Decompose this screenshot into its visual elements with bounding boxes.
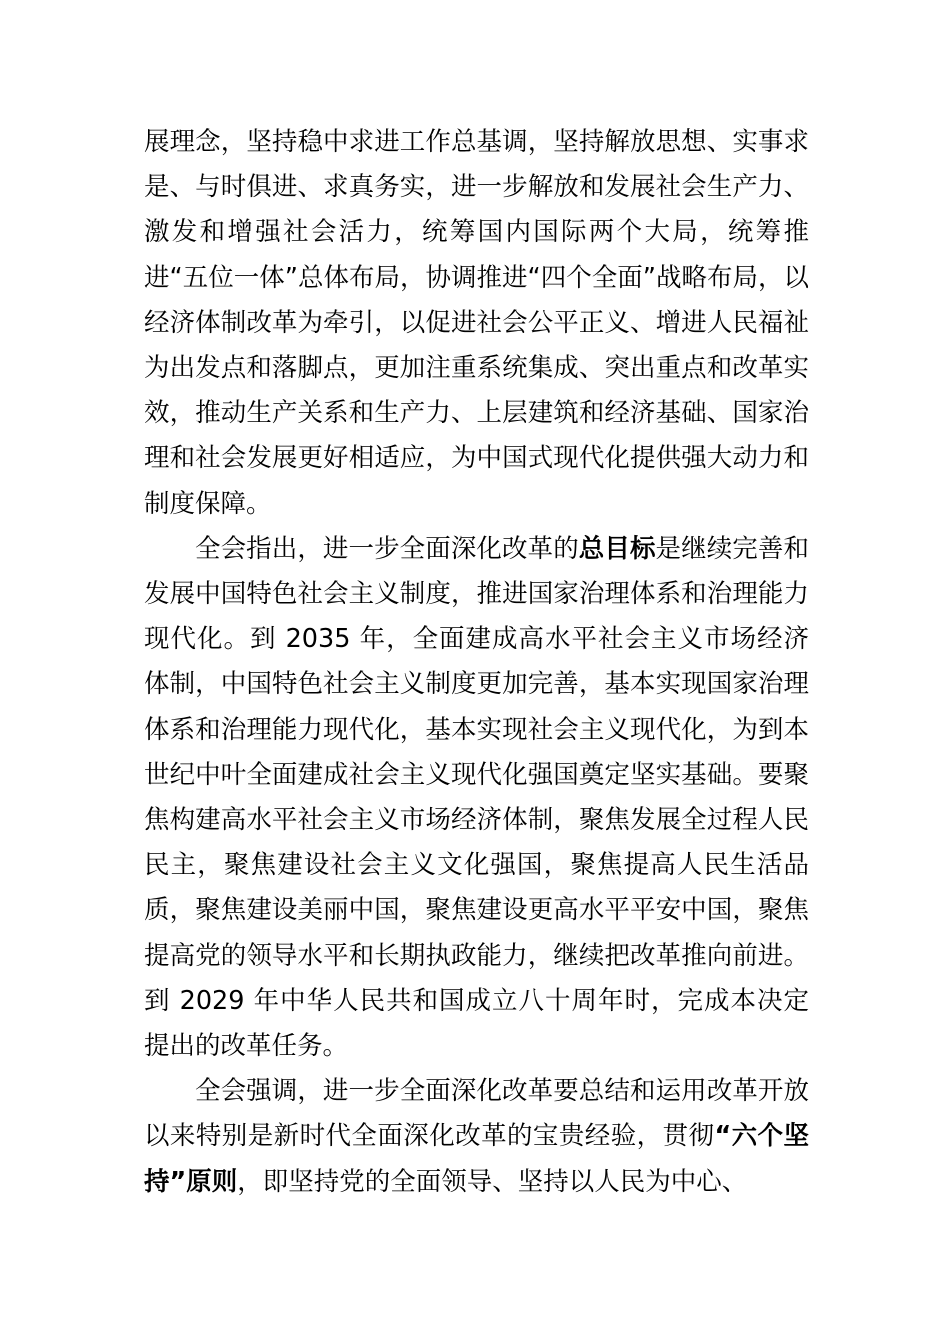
paragraph-text: 展理念，坚持稳中求进工作总基调，坚持解放思想、实事求是、与时俱进、求真务实，进一步解放和发展社会生产力、激发和增强社会活力，统筹国内国际两个大局，统筹推进“五位一体”总体布局，协调推进“四个全面”战略布局，以经济体制改革为牵引，以促进社会公平正义、增进人民福祉为出发点和落脚点，更加注重系统集成、突出重点和改革实效，推动生产关系和生产力、上层建筑和经济基础、国家治理和社会发展更好相适应，为中国式现代化提供强大动力和制度保障。: [144, 127, 809, 519]
paragraph-text: ，即坚持党的全面领导、坚持以人民为中心、: [237, 1166, 748, 1197]
paragraph-3: [144, 1069, 809, 1205]
document-page: [144, 120, 809, 1205]
bold-term-six-principles: “六个坚持”原则: [144, 1121, 809, 1197]
bold-term-total-goal: 总目标: [578, 533, 656, 564]
paragraph-text: 全会强调，进一步全面深化改革要总结和运用改革开放以来特别是新时代全面深化改革的宝贵经验，贯彻: [144, 1076, 809, 1152]
paragraph-1: [144, 120, 809, 527]
paragraph-2: [144, 527, 809, 1069]
paragraph-text: 全会指出，进一步全面深化改革的: [195, 533, 579, 564]
paragraph-text: 是继续完善和发展中国特色社会主义制度，推进国家治理体系和治理能力现代化。到 2035 年，全面建成高水平社会主义市场经济体制，中国特色社会主义制度更加完善，基本实现国家治理体系和治理能力现代化，基本实现社会主义现代化，为到本世纪中叶全面建成社会主义现代化强国奠定坚实基础。要聚焦构建高水平社会主义市场经济体制，聚焦发展全过程人民民主，聚焦建设社会主义文化强国，聚焦提高人民生活品质，聚焦建设美丽中国，聚焦建设更高水平平安中国，聚焦提高党的领导水平和长期执政能力，继续把改革推向前进。到 2029 年中华人民共和国成立八十周年时，完成本决定提出的改革任务。: [144, 533, 809, 1062]
